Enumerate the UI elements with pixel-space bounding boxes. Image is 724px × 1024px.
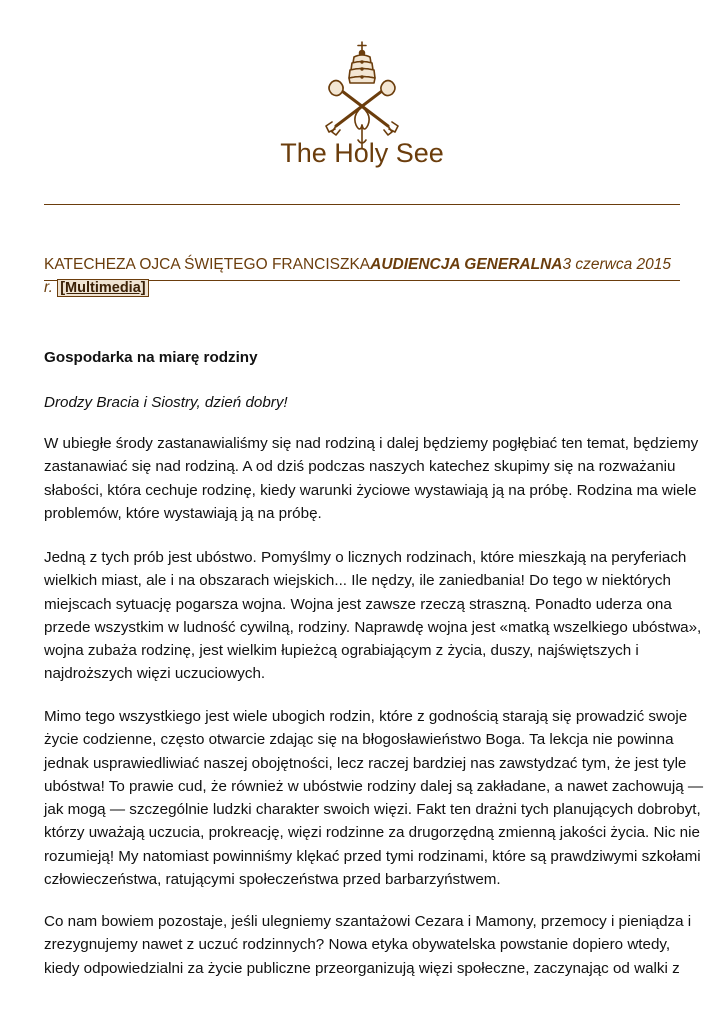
paragraph-2 bbox=[44, 546, 702, 686]
text-line: W ubiegłe środy zastanawialiśmy się nad rodziną i dalej będziemy pogłębiać ten temat, będziemy bbox=[44, 435, 699, 452]
header-divider bbox=[44, 204, 680, 205]
article-heading: Gospodarka na miarę rodziny bbox=[44, 349, 258, 366]
text-line: słabości, która cechuje rodzinę, kiedy warunki życiowe wystawiają ją na próbę. Rodzina ma wiele bbox=[44, 481, 697, 499]
text-line: kiedy odpowiedzialni za życie publiczne przeorganizują więzi społeczne, zaczynając od walki z bbox=[44, 959, 680, 977]
text-line: Co nam bowiem pozostaje, jeśli ulegniemy szantażowi Cezara i Mamony, przemocy i pieniądza i bbox=[44, 913, 692, 930]
text-line: którzy uważają uczucia, prokreację, więzi rodzinne za drugorzędną zmienną jakości życia. Nic nie bbox=[44, 824, 700, 842]
text-line: ubóstwa! To prawie cud, że również w ubóstwie rodziny dalej są zakładane, a nawet zachowują — bbox=[44, 777, 704, 795]
text-line: najdroższych więzi uczuciowych. bbox=[44, 665, 266, 683]
site-title: The Holy See bbox=[280, 138, 444, 168]
paragraph-3 bbox=[44, 705, 704, 891]
text-line: życie codzienne, często otwarcie zdając się na błogosławieństwo Boga. Ta lekcja nie powinna bbox=[44, 731, 674, 749]
text-line: miejscach sytuację pogarsza wojna. Wojna jest zawsze rzeczą straszną. Ponadto uderza ona bbox=[44, 595, 672, 613]
text-line: wojna zubaża rodzinę, jest wielkim łupieżcą ograbiającym z życia, duszy, najświętszych i bbox=[44, 642, 639, 660]
text-line: jednak usprawiedliwiać naszej obojętności, lecz raczej bardziej nas zawstydzać tym, że jest tyle bbox=[44, 754, 687, 772]
text-line: zrezygnujemy nawet z uczuć rodzinnych? Nowa etyka obywatelska powstanie dopiero wtedy, bbox=[44, 936, 671, 954]
text-line: Jedną z tych prób jest ubóstwo. Pomyślmy o licznych rodzinach, które mieszkają na peryferiach bbox=[44, 549, 687, 566]
catechesis-header bbox=[44, 253, 680, 277]
text-line: jak mogą — szczególnie ludzki charakter swoich więzi. Fakt ten drażni tych planujących dobrobyt, bbox=[44, 801, 701, 819]
paragraph-4 bbox=[44, 910, 692, 980]
audience-date: 3 czerwca 2015 bbox=[562, 256, 672, 273]
text-line: problemów, które wystawiają ją na próbę. bbox=[44, 504, 322, 522]
text-line: zastanawiać się nad rodziną. A od dziś podczas naszych katechez skupimy się na rozważaniu bbox=[44, 458, 676, 476]
paragraph-1 bbox=[44, 432, 699, 525]
text-line: przede wszystkim w ludność cywilną, rodziny. Naprawdę wojna jest «matką wszelkiego ubóstwa», bbox=[44, 618, 702, 636]
text-line: rozumieją! My natomiast powinniśmy klękać przed tymi rodzinami, które są prawdziwymi szkołami bbox=[44, 847, 701, 865]
multimedia-link[interactable]: [Multimedia] bbox=[57, 279, 148, 297]
text-line: człowieczeństwa, ratującymi społeczeństwa przed barbarzyństwem. bbox=[44, 871, 501, 889]
article-greeting: Drodzy Bracia i Siostry, dzień dobry! bbox=[44, 394, 288, 411]
date-suffix: r. bbox=[44, 279, 53, 296]
audience-title: AUDIENCJA GENERALNA bbox=[370, 256, 563, 273]
catechesis-header-continued bbox=[44, 278, 149, 298]
catechesis-prefix: KATECHEZA OJCA ŚWIĘTEGO FRANCISZKA bbox=[44, 256, 371, 273]
text-line: wielkich miast, ale i na obszarach wiejskich... Ile nędzy, ile zaniedbania! Do tego w niektórych bbox=[44, 572, 671, 590]
text-line: Mimo tego wszystkiego jest wiele ubogich rodzin, które z godnością starają się prowadzić swoje bbox=[44, 708, 688, 725]
holy-see-crest-icon bbox=[318, 40, 406, 150]
